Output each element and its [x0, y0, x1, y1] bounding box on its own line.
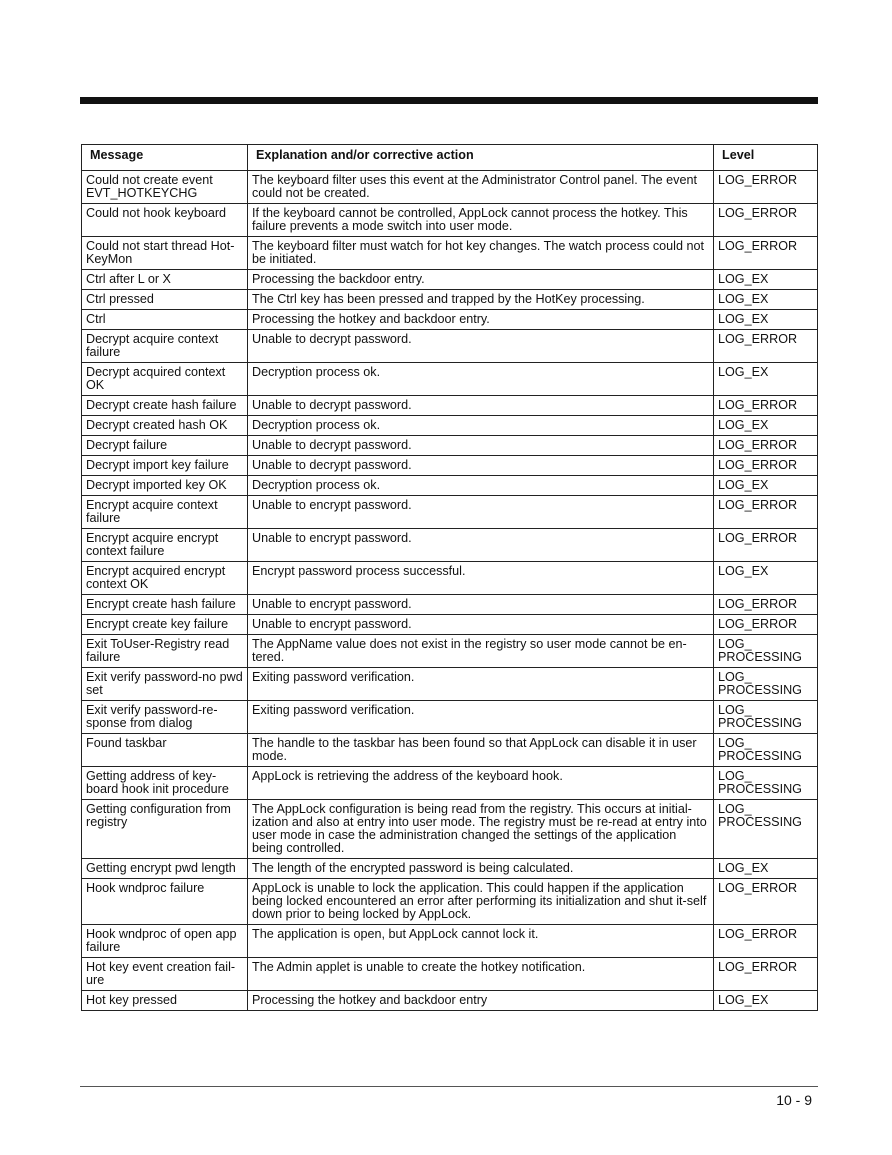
explanation-cell: Exiting password verification.: [248, 701, 714, 734]
explanation-cell: Unable to decrypt password.: [248, 330, 714, 363]
level-cell: LOG_ERROR: [714, 496, 818, 529]
table-row: [82, 635, 818, 668]
explanation-cell: Unable to decrypt password.: [248, 396, 714, 416]
level-cell: LOG_EX: [714, 991, 818, 1011]
explanation-cell: AppLock is unable to lock the application. This could happen if the application being locked encountered an error after performing its initialization and shut it-self down prior to being locked by AppLock.: [248, 879, 714, 925]
level-cell: LOG_ERROR: [714, 879, 818, 925]
explanation-cell: Decryption process ok.: [248, 363, 714, 396]
explanation-cell: Processing the hotkey and backdoor entry: [248, 991, 714, 1011]
table-row: [82, 562, 818, 595]
table-body: [82, 171, 818, 1011]
level-cell: LOG_ERROR: [714, 456, 818, 476]
explanation-cell: The length of the encrypted password is being calculated.: [248, 859, 714, 879]
table-row: [82, 310, 818, 330]
message-cell: Hot key pressed: [82, 991, 248, 1011]
message-cell: Encrypt acquire encrypt context failure: [82, 529, 248, 562]
message-cell: Encrypt acquired encrypt context OK: [82, 562, 248, 595]
message-cell: Encrypt create key failure: [82, 615, 248, 635]
message-cell: Decrypt created hash OK: [82, 416, 248, 436]
header-explanation: Explanation and/or corrective action: [248, 145, 714, 171]
message-cell: Encrypt create hash failure: [82, 595, 248, 615]
explanation-cell: Exiting password verification.: [248, 668, 714, 701]
table-row: [82, 595, 818, 615]
explanation-cell: AppLock is retrieving the address of the keyboard hook.: [248, 767, 714, 800]
table-row: [82, 237, 818, 270]
message-cell: Decrypt failure: [82, 436, 248, 456]
level-cell: LOG_EX: [714, 363, 818, 396]
level-cell: LOG_ PROCESSING: [714, 668, 818, 701]
message-cell: Ctrl after L or X: [82, 270, 248, 290]
table-header-row: [82, 145, 818, 171]
message-cell: Hot key event creation fail-ure: [82, 958, 248, 991]
table-row: [82, 416, 818, 436]
message-cell: Ctrl pressed: [82, 290, 248, 310]
level-cell: LOG_ERROR: [714, 925, 818, 958]
message-cell: Encrypt acquire context failure: [82, 496, 248, 529]
explanation-cell: Decryption process ok.: [248, 476, 714, 496]
explanation-cell: The keyboard filter uses this event at the Administrator Control panel. The event could not be created.: [248, 171, 714, 204]
message-cell: Exit verify password-no pwd set: [82, 668, 248, 701]
explanation-cell: The Admin applet is unable to create the hotkey notification.: [248, 958, 714, 991]
level-cell: LOG_ERROR: [714, 237, 818, 270]
level-cell: LOG_EX: [714, 562, 818, 595]
message-cell: Decrypt create hash failure: [82, 396, 248, 416]
message-cell: Ctrl: [82, 310, 248, 330]
explanation-cell: Unable to encrypt password.: [248, 615, 714, 635]
message-cell: Found taskbar: [82, 734, 248, 767]
level-cell: LOG_ERROR: [714, 204, 818, 237]
level-cell: LOG_EX: [714, 416, 818, 436]
level-cell: LOG_ERROR: [714, 436, 818, 456]
message-cell: Exit ToUser-Registry read failure: [82, 635, 248, 668]
level-cell: LOG_ PROCESSING: [714, 734, 818, 767]
explanation-cell: The Ctrl key has been pressed and trapped by the HotKey processing.: [248, 290, 714, 310]
level-cell: LOG_EX: [714, 290, 818, 310]
message-cell: Decrypt acquire context failure: [82, 330, 248, 363]
table-row: [82, 767, 818, 800]
message-cell: Getting address of key-board hook init procedure: [82, 767, 248, 800]
message-cell: Hook wndproc of open app failure: [82, 925, 248, 958]
footer-rule: [80, 1086, 818, 1087]
table-row: [82, 734, 818, 767]
message-cell: Decrypt imported key OK: [82, 476, 248, 496]
level-cell: LOG_ERROR: [714, 171, 818, 204]
table-row: [82, 529, 818, 562]
table-row: [82, 456, 818, 476]
message-cell: Exit verify password-re-sponse from dialog: [82, 701, 248, 734]
table-row: [82, 800, 818, 859]
explanation-cell: Unable to encrypt password.: [248, 496, 714, 529]
message-cell: Hook wndproc failure: [82, 879, 248, 925]
explanation-cell: Unable to decrypt password.: [248, 456, 714, 476]
level-cell: LOG_ PROCESSING: [714, 701, 818, 734]
table-row: [82, 615, 818, 635]
level-cell: LOG_ERROR: [714, 529, 818, 562]
table-row: [82, 991, 818, 1011]
explanation-cell: If the keyboard cannot be controlled, AppLock cannot process the hotkey. This failure prevents a mode switch into user mode.: [248, 204, 714, 237]
message-cell: Decrypt import key failure: [82, 456, 248, 476]
level-cell: LOG_EX: [714, 310, 818, 330]
level-cell: LOG_ERROR: [714, 330, 818, 363]
explanation-cell: The AppLock configuration is being read from the registry. This occurs at initial-ization and also at entry into user mode. The registry must be re-read at entry into user mode in case the administration changed the settings of the application being controlled.: [248, 800, 714, 859]
table-row: [82, 496, 818, 529]
table-row: [82, 204, 818, 237]
message-cell: Could not hook keyboard: [82, 204, 248, 237]
table-row: [82, 270, 818, 290]
explanation-cell: Processing the backdoor entry.: [248, 270, 714, 290]
explanation-cell: Unable to encrypt password.: [248, 595, 714, 615]
table-row: [82, 436, 818, 456]
message-cell: Decrypt acquired context OK: [82, 363, 248, 396]
explanation-cell: Encrypt password process successful.: [248, 562, 714, 595]
header-level: Level: [714, 145, 818, 171]
level-cell: LOG_ PROCESSING: [714, 800, 818, 859]
message-cell: Getting encrypt pwd length: [82, 859, 248, 879]
table-row: [82, 701, 818, 734]
table-row: [82, 859, 818, 879]
table-row: [82, 958, 818, 991]
level-cell: LOG_ PROCESSING: [714, 635, 818, 668]
explanation-cell: The application is open, but AppLock cannot lock it.: [248, 925, 714, 958]
explanation-cell: The keyboard filter must watch for hot key changes. The watch process could not be initiated.: [248, 237, 714, 270]
level-cell: LOG_ERROR: [714, 958, 818, 991]
message-cell: Could not create event EVT_HOTKEYCHG: [82, 171, 248, 204]
explanation-cell: The AppName value does not exist in the registry so user mode cannot be en-tered.: [248, 635, 714, 668]
level-cell: LOG_ERROR: [714, 615, 818, 635]
explanation-cell: The handle to the taskbar has been found so that AppLock can disable it in user mode.: [248, 734, 714, 767]
table-row: [82, 330, 818, 363]
explanation-cell: Unable to decrypt password.: [248, 436, 714, 456]
table-row: [82, 476, 818, 496]
table-row: [82, 171, 818, 204]
level-cell: LOG_ERROR: [714, 396, 818, 416]
level-cell: LOG_ PROCESSING: [714, 767, 818, 800]
table-row: [82, 925, 818, 958]
explanation-cell: Decryption process ok.: [248, 416, 714, 436]
table-row: [82, 363, 818, 396]
table-row: [82, 396, 818, 416]
message-cell: Getting configuration from registry: [82, 800, 248, 859]
log-message-table: [81, 144, 818, 1011]
level-cell: LOG_EX: [714, 476, 818, 496]
level-cell: LOG_EX: [714, 859, 818, 879]
page-number: 10 - 9: [776, 1092, 812, 1108]
message-cell: Could not start thread Hot-KeyMon: [82, 237, 248, 270]
level-cell: LOG_ERROR: [714, 595, 818, 615]
table-row: [82, 668, 818, 701]
table-row: [82, 290, 818, 310]
header-message: Message: [82, 145, 248, 171]
table-row: [82, 879, 818, 925]
header-rule: [80, 97, 818, 104]
explanation-cell: Unable to encrypt password.: [248, 529, 714, 562]
level-cell: LOG_EX: [714, 270, 818, 290]
explanation-cell: Processing the hotkey and backdoor entry.: [248, 310, 714, 330]
